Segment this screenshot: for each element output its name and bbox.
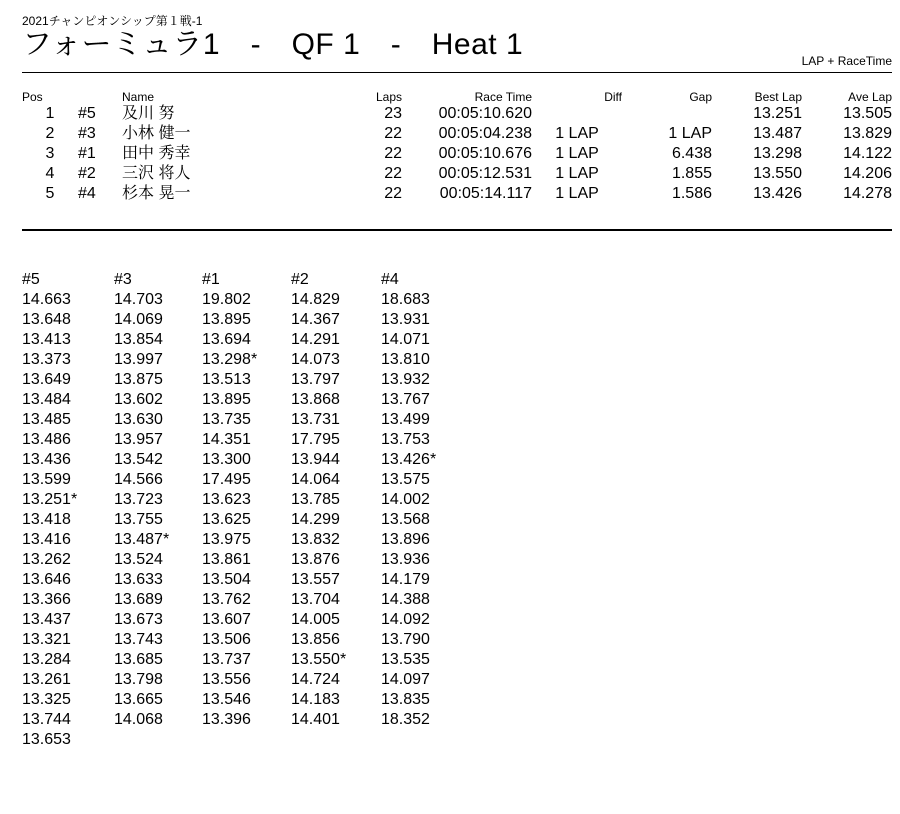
result-car-number: #3 <box>78 125 96 142</box>
result-gap: 1.855 <box>671 165 712 182</box>
col-header-diff: Diff <box>604 90 622 104</box>
lap-time: 13.630 <box>114 411 163 428</box>
lap-time: 13.895 <box>202 311 251 328</box>
lap-time: 13.436 <box>22 451 71 468</box>
result-best-lap: 13.251 <box>753 105 802 122</box>
lap-time: 13.535 <box>381 651 430 668</box>
lap-time: 13.633 <box>114 571 163 588</box>
result-car-number: #4 <box>78 185 96 202</box>
lap-time: 13.524 <box>114 551 163 568</box>
result-row <box>22 164 892 184</box>
lap-time: 13.366 <box>22 591 71 608</box>
lap-time: 13.785 <box>291 491 340 508</box>
lap-time: 14.351 <box>202 431 251 448</box>
lap-column <box>22 270 112 750</box>
result-diff: 1 LAP <box>555 145 599 162</box>
event-subtitle: 2021チャンピオンシップ第１戦-1 <box>22 14 203 28</box>
lap-time: 13.261 <box>22 671 71 688</box>
lap-time: 14.829 <box>291 291 340 308</box>
result-race-time: 00:05:04.238 <box>438 125 532 142</box>
lap-time: 13.623 <box>202 491 251 508</box>
lap-time: 13.504 <box>202 571 251 588</box>
lap-time: 13.499 <box>381 411 430 428</box>
scoring-mode: LAP + RaceTime <box>801 54 892 68</box>
result-driver-name: 及川 努 <box>122 105 175 122</box>
lap-time: 14.291 <box>291 331 340 348</box>
lap-time: 13.895 <box>202 391 251 408</box>
lap-time: 19.802 <box>202 291 251 308</box>
lap-time: 13.735 <box>202 411 251 428</box>
lap-time: 13.575 <box>381 471 430 488</box>
lap-time: 13.723 <box>114 491 163 508</box>
lap-time: 13.731 <box>291 411 340 428</box>
race-title: フォーミュラ1 - QF 1 - Heat 1 <box>22 28 524 61</box>
lap-time: 13.484 <box>22 391 71 408</box>
lap-time: 13.486 <box>22 431 71 448</box>
lap-time: 13.416 <box>22 531 71 548</box>
col-header-car <box>78 90 122 104</box>
result-pos: 2 <box>45 125 55 142</box>
lap-time: 13.648 <box>22 311 71 328</box>
lap-time: 13.251* <box>22 491 78 508</box>
result-driver-name: 三沢 将人 <box>122 165 191 182</box>
lap-time: 13.856 <box>291 631 340 648</box>
lap-time: 13.854 <box>114 331 163 348</box>
lap-time: 13.931 <box>381 311 430 328</box>
lap-column <box>291 270 381 730</box>
lap-time: 13.426* <box>381 451 437 468</box>
report-header <box>22 0 892 72</box>
result-row <box>22 124 892 144</box>
lap-time: 13.762 <box>202 591 251 608</box>
lap-column-car: #4 <box>381 271 399 288</box>
result-driver-name: 杉本 晃一 <box>122 185 191 202</box>
lap-time: 13.868 <box>291 391 340 408</box>
result-diff <box>532 104 622 124</box>
lap-time: 13.810 <box>381 351 430 368</box>
lap-time: 13.557 <box>291 571 340 588</box>
result-ave-lap: 13.829 <box>843 125 892 142</box>
lap-time: 13.550* <box>291 651 347 668</box>
lap-column-car: #5 <box>22 271 40 288</box>
result-race-time: 00:05:10.676 <box>438 145 532 162</box>
col-header-laps: Laps <box>375 90 402 104</box>
col-header-best-lap: Best Lap <box>754 90 802 104</box>
lap-time: 13.413 <box>22 331 71 348</box>
result-car-number: #5 <box>78 105 96 122</box>
lap-column <box>381 270 471 730</box>
lap-time: 13.975 <box>202 531 251 548</box>
lap-time: 14.183 <box>291 691 340 708</box>
lap-time: 13.743 <box>114 631 163 648</box>
result-best-lap: 13.550 <box>753 165 802 182</box>
result-car-number: #2 <box>78 165 96 182</box>
lap-time: 13.262 <box>22 551 71 568</box>
result-row <box>22 144 892 164</box>
lap-time: 13.737 <box>202 651 251 668</box>
lap-time: 13.646 <box>22 571 71 588</box>
result-gap: 6.438 <box>671 145 712 162</box>
lap-time: 13.835 <box>381 691 430 708</box>
lap-time: 14.073 <box>291 351 340 368</box>
result-gap <box>622 104 712 124</box>
lap-time: 13.325 <box>22 691 71 708</box>
col-header-gap: Gap <box>689 90 712 104</box>
lap-time: 13.861 <box>202 551 251 568</box>
lap-time: 14.401 <box>291 711 340 728</box>
lap-time: 13.704 <box>291 591 340 608</box>
lap-time: 13.896 <box>381 531 430 548</box>
lap-time: 13.506 <box>202 631 251 648</box>
col-header-race-time: Race Time <box>474 90 532 104</box>
results-divider <box>22 229 892 231</box>
result-diff: 1 LAP <box>555 185 599 202</box>
col-header-pos: Pos <box>22 90 43 104</box>
lap-time: 17.795 <box>291 431 340 448</box>
lap-time: 13.418 <box>22 511 71 528</box>
lap-column-car: #3 <box>114 271 132 288</box>
lap-time: 13.665 <box>114 691 163 708</box>
result-race-time: 00:05:14.117 <box>439 185 532 202</box>
lap-time: 13.755 <box>114 511 163 528</box>
lap-time: 13.487* <box>114 531 170 548</box>
lap-column-car: #2 <box>291 271 309 288</box>
col-header-name: Name <box>122 90 155 104</box>
lap-time: 14.071 <box>381 331 430 348</box>
result-laps: 22 <box>384 185 402 202</box>
lap-time: 13.437 <box>22 611 71 628</box>
lap-time: 14.724 <box>291 671 340 688</box>
result-ave-lap: 14.122 <box>843 145 892 162</box>
result-ave-lap: 13.505 <box>843 105 892 122</box>
lap-time: 18.352 <box>381 711 430 728</box>
lap-time: 13.936 <box>381 551 430 568</box>
header-divider <box>22 72 892 73</box>
result-gap: 1.586 <box>671 185 712 202</box>
result-pos: 1 <box>45 105 55 122</box>
lap-time: 13.298* <box>202 351 258 368</box>
lap-time: 13.753 <box>381 431 430 448</box>
result-pos: 4 <box>45 165 55 182</box>
col-header-ave-lap: Ave Lap <box>848 90 892 104</box>
lap-time: 14.068 <box>114 711 163 728</box>
result-row <box>22 184 892 204</box>
lap-time: 18.683 <box>381 291 430 308</box>
lap-time: 13.957 <box>114 431 163 448</box>
lap-time: 13.513 <box>202 371 251 388</box>
lap-time: 13.485 <box>22 411 71 428</box>
lap-time: 13.542 <box>114 451 163 468</box>
lap-time: 13.673 <box>114 611 163 628</box>
lap-time: 13.300 <box>202 451 251 468</box>
lap-time: 13.607 <box>202 611 251 628</box>
result-laps: 22 <box>384 145 402 162</box>
lap-time: 14.367 <box>291 311 340 328</box>
lap-time: 13.798 <box>114 671 163 688</box>
lap-column-car: #1 <box>202 271 220 288</box>
lap-time: 13.649 <box>22 371 71 388</box>
lap-time: 13.556 <box>202 671 251 688</box>
lap-time: 13.689 <box>114 591 163 608</box>
lap-time: 14.299 <box>291 511 340 528</box>
lap-time: 13.321 <box>22 631 71 648</box>
lap-time: 13.568 <box>381 511 430 528</box>
lap-time: 13.790 <box>381 631 430 648</box>
lap-time: 13.546 <box>202 691 251 708</box>
result-diff: 1 LAP <box>555 165 599 182</box>
lap-time: 13.685 <box>114 651 163 668</box>
lap-time: 13.744 <box>22 711 71 728</box>
result-laps: 23 <box>384 105 402 122</box>
lap-time: 13.767 <box>381 391 430 408</box>
lap-time: 17.495 <box>202 471 251 488</box>
lap-time: 13.694 <box>202 331 251 348</box>
lap-time: 13.876 <box>291 551 340 568</box>
lap-time: 13.797 <box>291 371 340 388</box>
result-ave-lap: 14.206 <box>843 165 892 182</box>
lap-time: 13.875 <box>114 371 163 388</box>
result-laps: 22 <box>384 165 402 182</box>
lap-time: 14.663 <box>22 291 71 308</box>
result-race-time: 00:05:10.620 <box>438 105 532 122</box>
lap-column <box>114 270 204 730</box>
result-race-time: 00:05:12.531 <box>438 165 532 182</box>
results-table <box>22 90 892 204</box>
lap-time: 14.002 <box>381 491 430 508</box>
lap-time: 14.097 <box>381 671 430 688</box>
result-car-number: #1 <box>78 145 96 162</box>
lap-time: 13.832 <box>291 531 340 548</box>
lap-time: 13.932 <box>381 371 430 388</box>
result-ave-lap: 14.278 <box>843 185 892 202</box>
lap-time: 13.653 <box>22 731 71 748</box>
lap-time: 13.284 <box>22 651 71 668</box>
lap-time: 14.703 <box>114 291 163 308</box>
lap-time: 14.069 <box>114 311 163 328</box>
lap-time: 13.602 <box>114 391 163 408</box>
result-best-lap: 13.487 <box>753 125 802 142</box>
lap-column <box>202 270 292 730</box>
lap-time: 14.388 <box>381 591 430 608</box>
result-diff: 1 LAP <box>555 125 599 142</box>
result-gap: 1 LAP <box>668 125 712 142</box>
lap-time: 13.599 <box>22 471 71 488</box>
lap-time: 14.005 <box>291 611 340 628</box>
result-row <box>22 104 892 124</box>
lap-time: 14.064 <box>291 471 340 488</box>
result-pos: 5 <box>45 185 55 202</box>
lap-time: 13.997 <box>114 351 163 368</box>
result-driver-name: 小林 健一 <box>122 125 191 142</box>
lap-time: 13.944 <box>291 451 340 468</box>
result-best-lap: 13.426 <box>753 185 802 202</box>
results-header-row <box>22 90 892 104</box>
lap-time: 14.566 <box>114 471 163 488</box>
lap-time: 14.092 <box>381 611 430 628</box>
lap-time: 13.396 <box>202 711 251 728</box>
lap-time: 14.179 <box>381 571 430 588</box>
lap-time: 13.625 <box>202 511 251 528</box>
result-pos: 3 <box>45 145 55 162</box>
result-driver-name: 田中 秀幸 <box>122 145 191 162</box>
result-best-lap: 13.298 <box>753 145 802 162</box>
result-laps: 22 <box>384 125 402 142</box>
lap-time: 13.373 <box>22 351 71 368</box>
